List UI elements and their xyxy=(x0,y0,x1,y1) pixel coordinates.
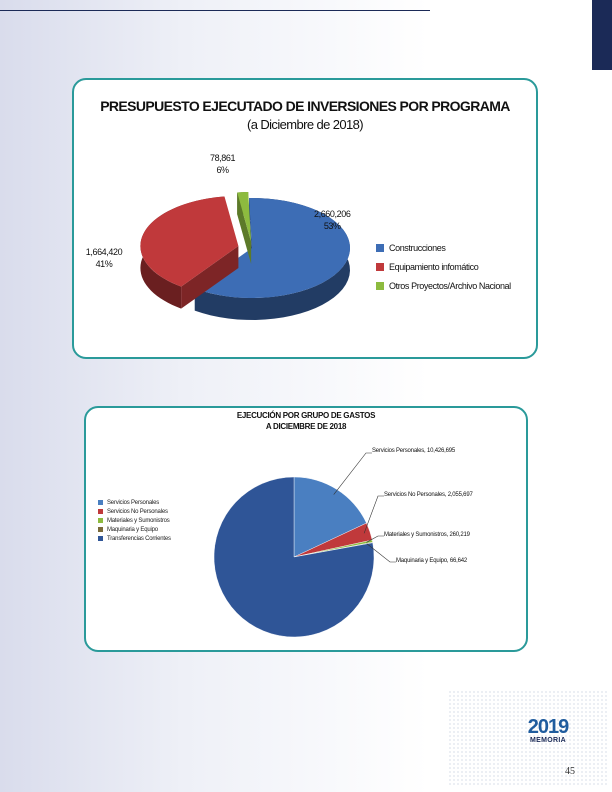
legend-swatch xyxy=(376,263,384,271)
legend-item xyxy=(376,238,511,257)
chart1-label-construcciones: 2,660,206 53% xyxy=(314,209,351,231)
page-number: 45 xyxy=(565,766,575,777)
legend-swatch xyxy=(98,536,103,541)
legend-item xyxy=(376,257,511,276)
legend-swatch xyxy=(98,518,103,523)
legend-swatch xyxy=(376,244,384,252)
legend-item xyxy=(98,498,171,507)
chart2-callout-materiales: Materiales y Sumonistros, 260,219 xyxy=(384,532,470,538)
legend-label: Construcciones xyxy=(389,242,446,253)
chart1-pie xyxy=(74,80,536,357)
chart1-slice-2 xyxy=(237,192,251,264)
memoria-logo xyxy=(522,717,574,744)
chart2-card xyxy=(84,406,528,652)
logo-year: 2019 xyxy=(527,716,569,738)
chart2-title: EJECUCIÓN POR GRUPO DE GASTOS xyxy=(236,411,376,420)
logo-label: MEMORIA xyxy=(530,737,566,744)
legend-label: Materiales y Sumonistros xyxy=(107,517,170,524)
legend-label: Maquinaria y Equipo xyxy=(107,526,158,533)
header-accent-bar xyxy=(592,0,612,70)
chart2-legend xyxy=(98,498,171,543)
legend-item xyxy=(98,525,171,534)
chart1-label-otros: 78,861 6% xyxy=(210,153,236,175)
legend-label: Servicios Personales xyxy=(107,499,160,506)
legend-item xyxy=(98,516,171,525)
chart2-callout-maquinaria: Maquinaria y Equipo, 66,642 xyxy=(396,558,467,564)
legend-swatch xyxy=(98,509,103,514)
chart1-card xyxy=(72,78,538,359)
chart1-label-equipamiento: 1,664,420 41% xyxy=(85,247,123,269)
legend-label: Transferencias Corrientes xyxy=(107,535,171,542)
legend-item xyxy=(376,276,511,295)
chart2-callout-personales: Servicios Personales, 10,426,695 xyxy=(372,448,455,454)
legend-label: Equipamiento infomático xyxy=(389,261,479,272)
chart1-legend xyxy=(376,238,511,295)
chart1-subtitle: (a Diciembre de 2018) xyxy=(246,117,364,132)
legend-label: Servicios No Personales xyxy=(107,508,168,515)
chart1-title: PRESUPUESTO EJECUTADO DE INVERSIONES POR PROGRAMA xyxy=(100,98,510,114)
legend-swatch xyxy=(376,282,384,290)
header-rule xyxy=(0,10,430,11)
chart2-callout-no-personales: Servicios No Personales, 2,055,697 xyxy=(384,492,473,498)
legend-swatch xyxy=(98,500,103,505)
legend-swatch xyxy=(98,527,103,532)
chart2-leader-line xyxy=(334,453,372,495)
legend-item xyxy=(98,507,171,516)
chart2-subtitle: A DICIEMBRE DE 2018 xyxy=(265,422,347,431)
legend-label: Otros Proyectos/Archivo Nacional xyxy=(389,280,511,291)
legend-item xyxy=(98,534,171,543)
